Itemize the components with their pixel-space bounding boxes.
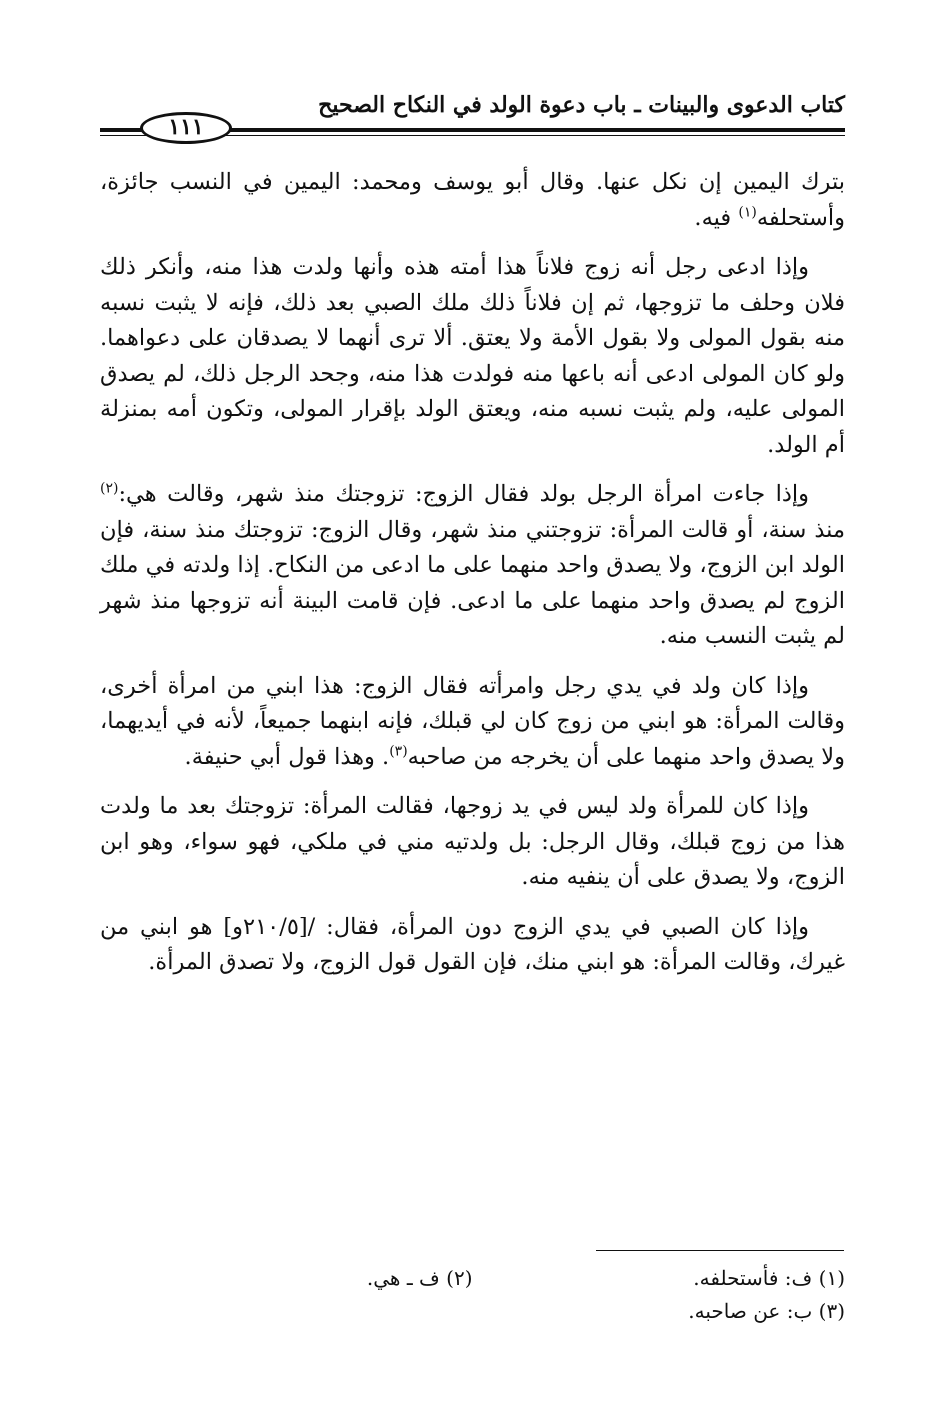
paragraph-4 [100,669,845,776]
paragraph-text: وإذا كان ولد في يدي رجل وامرأته فقال الزوج: هذا ابني من امرأة أخرى، وقالت المرأة: هو ابني من زوج كان لي قبلك، فإنه ابنهما جميعاً، لأنه في أيديهما، ولا يصدق واحد منهما على أن يخرجه من صاحبه [100,672,845,770]
paragraph-text-tail: منذ سنة، أو قالت المرأة: تزوجتني منذ شهر، وقال الزوج: تزوجتك منذ سنة، فإن الولد ابن الزوج، ولا يصدق واحد منهما على ما ادعى من النكاح. إذا ولدته في ملك الزوج لم يصدق واحد منهما على ما ادعى. فإن قامت البينة أنه تزوجها منذ شهر لم يثبت النسب منه. [100,516,845,649]
footnote-marker: (١) [738,204,757,220]
running-title: كتاب الدعوى والبينات ـ باب دعوة الولد في النكاح الصحيح [318,92,845,118]
paragraph-1 [100,165,845,236]
paragraph-text: بترك اليمين إن نكل عنها. وقال أبو يوسف ومحمد: اليمين في النسب جائزة، وأستحلفه [100,169,845,231]
footnote-1: (١) ف: فأستحلفه. [693,1266,845,1290]
footnotes [100,1262,845,1328]
paragraph-text-tail: . وهذا قول أبي حنيفة. [184,743,390,770]
paragraph-text: وإذا ادعى رجل أنه زوج فلاناً هذا أمته هذه وأنها ولدت هذا منه، وأنكر ذلك فلان وحلف ما تزوجها، ثم إن فلاناً ذلك ملك الصبي بعد ذلك، فإنه لا يثبت نسبه منه بقول المولى ولا بقول الأمة ولا يعتق. ألا ترى أنهما لا يصدقان على دعواهما. ولو كان المولى ادعى أنه باعها منه فولدت هذا منه، وجحد الرجل ذلك، لم يصدق المولى عليه، ولم يثبت نسبه منه، ويعتق الولد بإقرار المولى، وتكون أمه بمنزلة أم الولد. [100,254,845,458]
footnote-marker: (٢) [100,480,119,497]
page-number: ١١١ [168,114,204,140]
page-header [100,92,845,142]
footnote-separator [596,1250,844,1251]
footnote-3: (٣) ب: عن صاحبه. [688,1299,845,1323]
paragraph-text: وإذا كان الصبي في يدي الزوج دون المرأة، فقال: /[٢١٠/٥و] هو ابني من غيرك، وقالت المرأة: هو ابني منك، فإن القول قول الزوج، ولا تصدق المرأة. [100,913,845,975]
paragraph-5 [100,789,845,896]
paragraph-text: وإذا كان للمرأة ولد ليس في يد زوجها، فقالت المرأة: تزوجتك بعد ما ولدت هذا من زوج قبلك، وقال الرجل: بل ولدتيه مني في ملكي، فهو سواء، وهو ابن الزوج، ولا يصدق على أن ينفيه منه. [100,793,845,890]
paragraph-3 [100,477,845,655]
paragraph-text: وإذا جاءت امرأة الرجل بولد فقال الزوج: تزوجتك منذ شهر، وقالت هي: [118,481,809,507]
main-text [100,165,845,995]
footnote-row [100,1295,845,1328]
footnote-row [100,1262,845,1295]
footnote-2: (٢) ف ـ هي. [366,1266,473,1290]
paragraph-6 [100,910,845,981]
page-number-badge [140,112,232,144]
paragraph-2 [100,250,845,463]
paragraph-text-tail: فيه. [694,204,739,231]
footnote-marker: (٣) [389,743,408,759]
